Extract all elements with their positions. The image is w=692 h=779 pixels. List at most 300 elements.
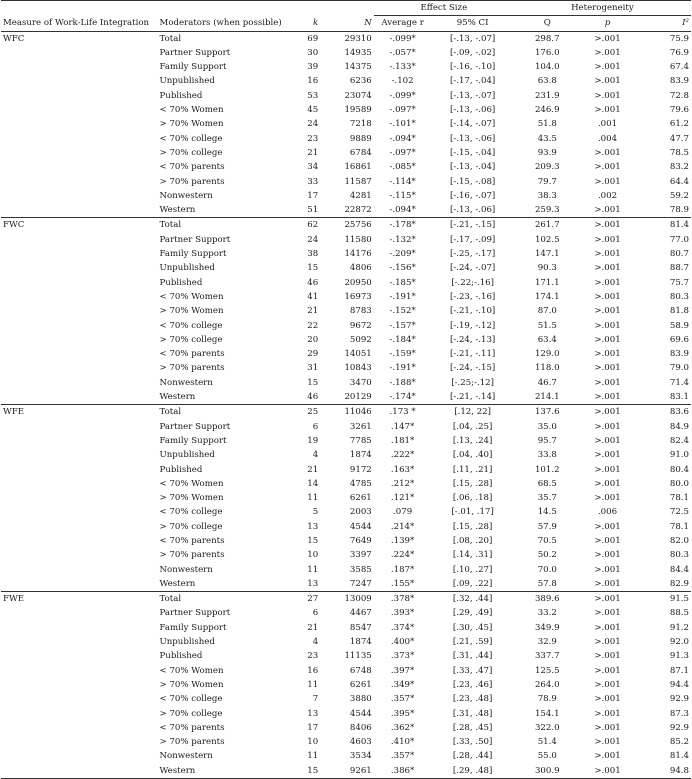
k-cell: 6: [312, 421, 319, 432]
k-cell: 21: [307, 147, 319, 158]
i2-cell: 71.4: [669, 377, 689, 388]
average-r-cell: .349*: [390, 679, 415, 690]
k-cell: 39: [307, 62, 319, 73]
q-cell: 118.0: [534, 363, 560, 374]
n-cell: 7785: [349, 435, 372, 446]
q-cell: 32.9: [537, 637, 557, 648]
k-column-header: [287, 16, 320, 31]
ci-cell: [-.01, .17]: [451, 507, 494, 518]
table-row: [1, 218, 691, 233]
ci-cell: [-.13, -.06]: [449, 105, 496, 116]
moderator-cell: > 70% parents: [159, 737, 225, 748]
p-cell: >.001: [594, 421, 621, 432]
moderator-cell: Published: [159, 90, 203, 101]
k-cell: 15: [307, 377, 319, 388]
average-r-cell: -.099*: [389, 90, 416, 101]
table-row: [1, 520, 691, 534]
n-cell: 20950: [344, 277, 372, 288]
q-cell: 43.5: [537, 133, 557, 144]
measure-cell: [1, 548, 158, 562]
n-cell: 6261: [349, 493, 372, 504]
moderator-cell: < 70% parents: [159, 535, 225, 546]
p-cell: >.001: [594, 291, 621, 302]
n-cell: 11587: [344, 176, 372, 187]
table-row: [1, 735, 691, 749]
p-cell: >.001: [594, 464, 621, 475]
q-cell: 55.0: [537, 751, 557, 762]
k-cell: 24: [307, 234, 319, 245]
q-cell: 259.3: [534, 205, 560, 216]
measure-cell: [1, 390, 158, 405]
n-cell: 4603: [349, 737, 372, 748]
measure-cell: WFC: [1, 31, 158, 46]
average-r-cell: .374*: [390, 622, 415, 633]
ci-cell: [-.13, -.07]: [449, 90, 496, 101]
measure-cell: [1, 477, 158, 491]
moderator-cell: > 70% parents: [159, 176, 225, 187]
table-row: [1, 276, 691, 290]
i2-cell: 72.8: [669, 90, 689, 101]
ci-cell: [-.15, -.04]: [449, 147, 496, 158]
i2-cell: 64.4: [669, 176, 689, 187]
i2-cell: 69.6: [669, 334, 689, 345]
ci-cell: [.10, .27]: [452, 564, 493, 575]
k-cell: 27: [287, 592, 320, 607]
average-r-cell: -.115*: [389, 190, 416, 201]
i2-cell: 82.0: [669, 535, 689, 546]
average-r-cell: .400*: [390, 637, 415, 648]
measure-cell: [1, 764, 158, 779]
ci-cell: [.04, .25]: [452, 421, 493, 432]
q-column-header: Q: [514, 16, 581, 31]
table-row: [1, 749, 691, 763]
n-cell: 9261: [320, 764, 374, 779]
ci-cell: [-.22;-.16]: [451, 277, 494, 288]
k-cell: 11: [307, 564, 319, 575]
n-cell: 4806: [349, 263, 372, 274]
n-cell: 4281: [349, 190, 372, 201]
ci-cell: [.33, .47]: [452, 665, 493, 676]
i2-cell: 88.5: [669, 608, 689, 619]
measure-cell: [1, 160, 158, 174]
p-cell: >.001: [594, 578, 621, 589]
q-cell: 51.5: [537, 320, 557, 331]
ci-cell: [-.21, -.11]: [449, 349, 496, 360]
n-cell: 5092: [349, 334, 372, 345]
p-cell: >.001: [581, 218, 635, 233]
table-body: [1, 31, 691, 778]
average-r-cell: -.094*: [389, 133, 416, 144]
moderator-cell: Western: [159, 578, 196, 589]
k-cell: 23: [307, 651, 319, 662]
moderator-cell: Unpublished: [159, 637, 215, 648]
average-r-cell: .187*: [390, 564, 415, 575]
p-cell: >.001: [594, 76, 621, 87]
measure-cell: [1, 692, 158, 706]
moderator-cell: Published: [159, 651, 203, 662]
measure-cell: [1, 347, 158, 361]
p-cell: >.001: [594, 694, 621, 705]
n-cell: 4544: [349, 521, 372, 532]
i2-cell: 83.6: [634, 405, 691, 420]
p-cell: >.001: [594, 679, 621, 690]
average-r-cell: .214*: [390, 521, 415, 532]
moderator-cell: < 70% college: [159, 507, 223, 518]
ci-cell: [.08, .20]: [452, 535, 493, 546]
table-row: [1, 117, 691, 131]
ci-cell: [.31, .44]: [452, 651, 493, 662]
ci-cell: [.29, .48]: [431, 764, 513, 779]
p-cell: >.001: [594, 234, 621, 245]
table-row: [1, 390, 691, 405]
q-cell: 79.7: [537, 176, 557, 187]
p-cell: >.001: [594, 205, 621, 216]
ci-cell: [.21, .59]: [452, 637, 493, 648]
n-cell: 8406: [349, 722, 372, 733]
k-cell: 17: [307, 190, 319, 201]
k-cell: 41: [307, 291, 319, 302]
ci-cell: [.28, .44]: [452, 751, 493, 762]
i2-cell: 80.4: [669, 464, 689, 475]
p-cell: .002: [597, 190, 618, 201]
p-cell: >.001: [594, 392, 621, 403]
ci-cell: [-.13, -.06]: [449, 205, 496, 216]
moderator-cell: > 70% Women: [159, 679, 224, 690]
moderator-cell: Family Support: [159, 249, 227, 260]
q-cell: 349.9: [534, 622, 560, 633]
p-cell: >.001: [594, 363, 621, 374]
table-row: [1, 491, 691, 505]
table-row: [1, 132, 691, 146]
average-r-cell: .147*: [390, 421, 415, 432]
i2-cell: 91.2: [669, 622, 689, 633]
measure-cell: [1, 290, 158, 304]
n-cell: 3470: [349, 377, 372, 388]
moderator-cell: < 70% Women: [159, 665, 224, 676]
average-r-cell: -.097*: [389, 105, 416, 116]
k-cell: 21: [307, 622, 319, 633]
i2-cell: 84.4: [669, 564, 689, 575]
table-row: [1, 649, 691, 663]
q-cell: 78.9: [537, 694, 557, 705]
moderator-cell: < 70% parents: [159, 349, 225, 360]
table-row: [1, 434, 691, 448]
i2-cell: 83.2: [669, 162, 689, 173]
average-r-cell: -.184*: [389, 334, 416, 345]
q-cell: 154.1: [534, 708, 560, 719]
measure-cell: [1, 707, 158, 721]
average-r-cell: .139*: [390, 535, 415, 546]
ci-cell: [-.23, -.16]: [449, 291, 496, 302]
average-r-cell: .357*: [390, 694, 415, 705]
table-row: [1, 74, 691, 88]
moderator-cell: Total: [158, 592, 288, 607]
q-cell: 38.3: [537, 190, 557, 201]
p-cell: >.001: [594, 608, 621, 619]
k-cell: 33: [307, 176, 319, 187]
i2-cell: 91.5: [634, 592, 691, 607]
moderator-cell: Unpublished: [159, 263, 215, 274]
table-row: [1, 261, 691, 275]
average-r-cell: .357*: [390, 751, 415, 762]
moderator-cell: > 70% Women: [159, 306, 224, 317]
i2-cell: 94.8: [634, 764, 691, 779]
p-cell: >.001: [594, 751, 621, 762]
measure-cell: WFE: [1, 405, 158, 420]
p-cell: >.001: [594, 535, 621, 546]
q-cell: 101.2: [534, 464, 560, 475]
i2-cell: 84.9: [669, 421, 689, 432]
ci-column-header: 95% CI: [431, 16, 513, 31]
p-cell: >.001: [594, 450, 621, 461]
table-row: [1, 160, 691, 174]
k-cell: 46: [307, 277, 319, 288]
meta-analysis-table: [1, 0, 691, 779]
q-cell: 337.7: [534, 651, 560, 662]
ci-cell: [-.25;-.12]: [451, 377, 494, 388]
i2-cell: 78.1: [669, 521, 689, 532]
ci-cell: [.04, .40]: [452, 450, 493, 461]
average-r-cell: .222*: [390, 450, 415, 461]
moderator-cell: > 70% Women: [159, 493, 224, 504]
p-cell: >.001: [594, 320, 621, 331]
p-cell: >.001: [581, 592, 635, 607]
moderator-cell: < 70% parents: [159, 162, 225, 173]
n-cell: 14935: [344, 47, 372, 58]
i2-cell: 77.0: [669, 234, 689, 245]
average-r-cell: -.188*: [389, 377, 416, 388]
i2-cell: 91.3: [669, 651, 689, 662]
k-cell: 51: [307, 205, 319, 216]
k-cell: 16: [307, 665, 319, 676]
table-row: [1, 477, 691, 491]
measure-cell: [1, 463, 158, 477]
effect-size-header: Effect Size: [374, 1, 514, 16]
q-cell: 50.2: [537, 550, 557, 561]
n-cell: 6261: [349, 679, 372, 690]
q-cell: 174.1: [534, 291, 560, 302]
k-cell: 24: [307, 119, 319, 130]
moderator-cell: > 70% college: [159, 521, 223, 532]
n-cell: 4467: [349, 608, 372, 619]
average-r-cell: -.159*: [389, 349, 416, 360]
p-cell: >.001: [594, 722, 621, 733]
k-cell: 25: [287, 405, 320, 420]
average-r-cell: -.102: [391, 76, 414, 87]
q-cell: 93.9: [537, 147, 557, 158]
moderator-cell: Partner Support: [159, 608, 231, 619]
k-cell: 11: [307, 679, 319, 690]
moderator-cell: < 70% college: [159, 133, 223, 144]
table-row: [1, 764, 691, 779]
k-cell: 10: [307, 737, 319, 748]
ci-cell: [-.24, -.15]: [449, 363, 496, 374]
measure-cell: [1, 505, 158, 519]
p-cell: >.001: [594, 47, 621, 58]
ci-cell: [-.13, -.07]: [431, 31, 513, 46]
ci-cell: [.09, .22]: [452, 578, 493, 589]
q-cell: 35.7: [537, 493, 557, 504]
k-cell: 69: [287, 31, 320, 46]
p-cell: >.001: [594, 306, 621, 317]
measure-cell: [1, 376, 158, 390]
q-cell: 231.9: [534, 90, 560, 101]
moderator-cell: Total: [158, 218, 288, 233]
q-cell: 46.7: [537, 377, 557, 388]
measure-cell: [1, 491, 158, 505]
p-cell: >.001: [581, 31, 635, 46]
measure-cell: FWC: [1, 218, 158, 233]
measure-cell: FWE: [1, 592, 158, 607]
k-cell: 4: [312, 637, 319, 648]
table-row: [1, 361, 691, 375]
measure-cell: [1, 203, 158, 218]
q-cell: 68.5: [537, 478, 557, 489]
table-row: [1, 304, 691, 318]
moderator-cell: Partner Support: [159, 47, 231, 58]
ci-cell: [.15, .28]: [452, 478, 493, 489]
n-cell: 25756: [320, 218, 374, 233]
average-r-cell: -.101*: [389, 119, 416, 130]
n-cell: 14176: [344, 249, 372, 260]
table-row: [1, 31, 691, 46]
measure-cell: [1, 721, 158, 735]
moderator-cell: Western: [159, 392, 196, 403]
n-cell: 1874: [349, 637, 372, 648]
moderator-cell: Family Support: [159, 62, 227, 73]
table-row: [1, 692, 691, 706]
moderator-cell: Unpublished: [159, 76, 215, 87]
k-cell: 16: [307, 76, 319, 87]
measure-cell: [1, 276, 158, 290]
p-cell: .004: [597, 133, 618, 144]
table-row: [1, 146, 691, 160]
n-cell: 10843: [344, 363, 372, 374]
k-cell: 4: [312, 450, 319, 461]
moderator-cell: Family Support: [159, 435, 227, 446]
moderator-cell: < 70% parents: [159, 722, 225, 733]
i2-cell: 76.9: [669, 47, 689, 58]
p-cell: >.001: [594, 665, 621, 676]
ci-cell: [-.09, -.02]: [449, 47, 496, 58]
i2-cell: 79.6: [669, 105, 689, 116]
table-row: [1, 664, 691, 678]
average-r-cell: -.156*: [389, 263, 416, 274]
p-cell: >.001: [594, 651, 621, 662]
i2-cell: 58.9: [669, 320, 689, 331]
moderator-cell: Nonwestern: [159, 190, 213, 201]
k-cell: 11: [307, 751, 319, 762]
i2-cell: 82.4: [669, 435, 689, 446]
n-cell: 6784: [349, 147, 372, 158]
average-r-cell: .395*: [390, 708, 415, 719]
average-r-cell: .373*: [390, 651, 415, 662]
ci-cell: [-.24, -.13]: [449, 334, 496, 345]
moderator-cell: Nonwestern: [159, 751, 213, 762]
moderator-cell: Unpublished: [159, 450, 215, 461]
table-row: [1, 319, 691, 333]
table-row: [1, 376, 691, 390]
p-cell: >.001: [594, 708, 621, 719]
average-r-cell: .121*: [390, 493, 415, 504]
measure-cell: [1, 89, 158, 103]
average-r-cell: -.174*: [389, 392, 416, 403]
average-r-cell: .224*: [390, 550, 415, 561]
table-row: [1, 548, 691, 562]
k-cell: 21: [307, 464, 319, 475]
n-cell: 9672: [349, 320, 372, 331]
average-r-cell: .173 *: [374, 405, 432, 420]
q-cell: 261.7: [514, 218, 581, 233]
p-cell: >.001: [594, 263, 621, 274]
i2-cell: 83.1: [669, 392, 689, 403]
n-cell: 11580: [344, 234, 372, 245]
average-r-cell: -.191*: [389, 291, 416, 302]
table-row: [1, 333, 691, 347]
p-cell: >.001: [594, 637, 621, 648]
column-header-row: [1, 16, 691, 31]
average-r-cell: -.185*: [389, 277, 416, 288]
table-row: [1, 606, 691, 620]
moderator-cell: > 70% college: [159, 147, 223, 158]
i2-cell: 92.0: [669, 637, 689, 648]
ci-cell: [-.21, -.10]: [449, 306, 496, 317]
average-r-cell: .155*: [390, 578, 415, 589]
p-cell: >.001: [594, 334, 621, 345]
table-row: [1, 103, 691, 117]
q-cell: 104.0: [534, 62, 560, 73]
measure-cell: [1, 621, 158, 635]
q-cell: 51.8: [537, 119, 557, 130]
n-symbol: N: [364, 18, 372, 29]
q-cell: 389.6: [514, 592, 581, 607]
table-row: [1, 247, 691, 261]
q-cell: 246.9: [534, 105, 560, 116]
p-cell: >.001: [581, 764, 635, 779]
q-cell: 63.8: [537, 76, 557, 87]
i2-cell: 81.8: [669, 306, 689, 317]
measure-cell: [1, 319, 158, 333]
ci-cell: [.28, .45]: [452, 722, 493, 733]
average-r-cell: .393*: [390, 608, 415, 619]
moderator-cell: Western: [159, 205, 196, 216]
n-column-header: [320, 16, 374, 31]
p-cell: >.001: [594, 147, 621, 158]
measure-cell: [1, 233, 158, 247]
p-cell: >.001: [594, 176, 621, 187]
q-cell: 264.0: [534, 679, 560, 690]
ci-cell: [.33, .50]: [452, 737, 493, 748]
k-cell: 14: [307, 478, 319, 489]
heterogeneity-header: Heterogeneity: [514, 1, 691, 16]
table-row: [1, 347, 691, 361]
table-row: [1, 534, 691, 548]
measure-cell: [1, 635, 158, 649]
n-cell: 2003: [349, 507, 372, 518]
average-r-cell: .362*: [390, 722, 415, 733]
table-row: [1, 678, 691, 692]
p-cell: >.001: [594, 564, 621, 575]
moderator-cell: Family Support: [159, 622, 227, 633]
table-row: [1, 175, 691, 189]
ci-cell: [.23, .48]: [452, 694, 493, 705]
n-cell: 29310: [320, 31, 374, 46]
q-cell: 298.7: [514, 31, 581, 46]
q-cell: 125.5: [534, 665, 560, 676]
moderator-cell: < 70% Women: [159, 291, 224, 302]
i2-cell: 94.4: [669, 679, 689, 690]
n-cell: 7218: [349, 119, 372, 130]
